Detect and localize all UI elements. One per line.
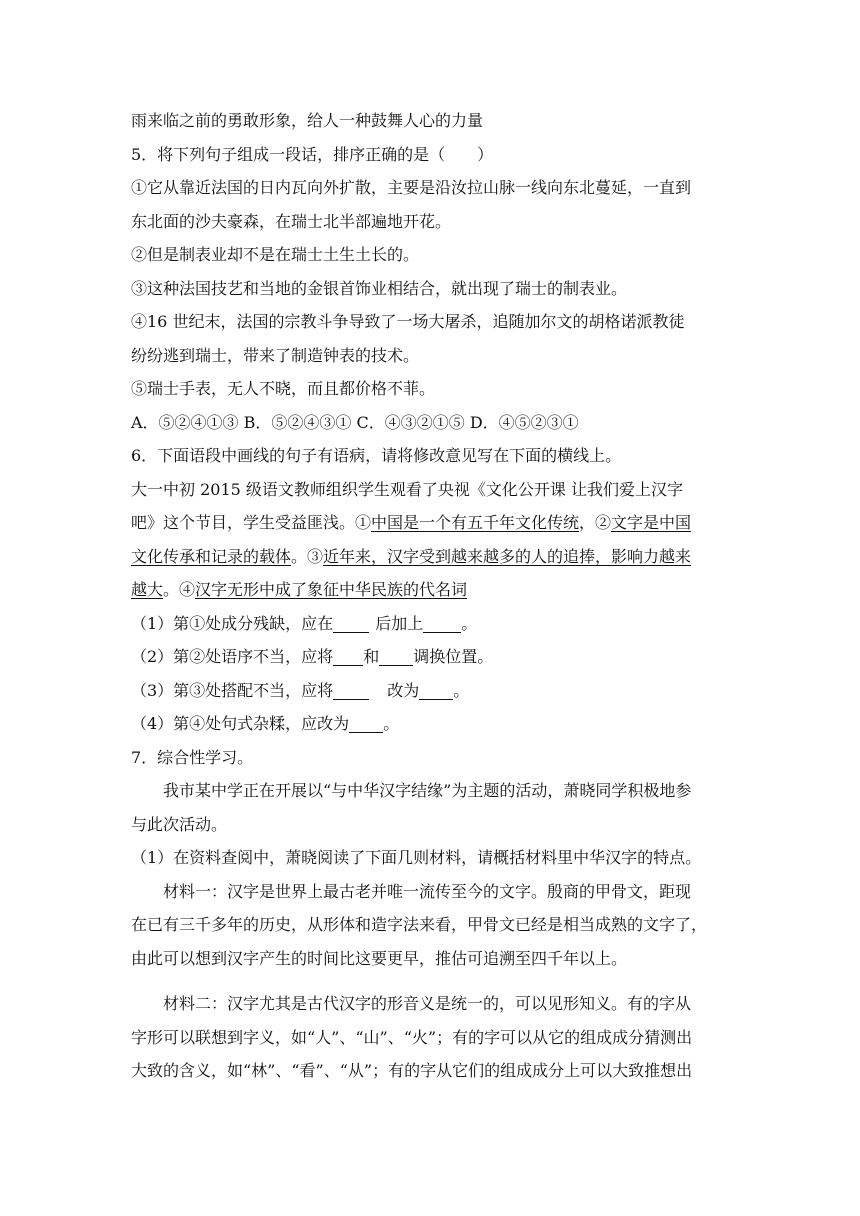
question-text: （3）第③处搭配不当，应将: [131, 680, 334, 700]
question-text: 后加上: [375, 613, 424, 633]
sub-question-1: [131, 607, 731, 641]
question-text: （1）第①处成分残缺，应在: [131, 613, 334, 633]
answer-blank[interactable]: [349, 712, 383, 733]
sentence-4-cont: 纷纷逃到瑞士，带来了制造钟表的技术。: [131, 345, 420, 365]
passage-line-4: [131, 573, 731, 607]
material-2-line-3: 大致的含义，如“林”、“看”、“从”；有的字从它们的组成成分上可以大致推想出: [131, 1061, 693, 1080]
intro-line-1: 我市某中学正在开展以“与中华汉字结缘”为主题的活动，萧晓同学积极地参: [163, 781, 692, 800]
passage-line-1: 大一中初 2015 级语文教师组织学生观看了央视《文化公开课 让我们爱上汉字: [131, 479, 683, 499]
underlined-sentence-3-cont: 越大: [131, 580, 164, 599]
answer-blank[interactable]: [333, 645, 363, 666]
question-text: 和: [363, 647, 380, 666]
underlined-sentence-2-cont: 文化传承和记录的载体: [131, 546, 292, 566]
question-7-title: 7．综合性学习。: [131, 747, 254, 767]
question-text: 。: [383, 714, 400, 733]
material-1-line-1: 材料一：汉字是世界上最古老并唯一流传至今的文字。殷商的甲骨文，距现: [163, 881, 692, 901]
intro-line-2: 与此次活动。: [131, 814, 228, 834]
document-page: [131, 104, 731, 1088]
question-text: 调换位置。: [413, 647, 494, 666]
answer-blank[interactable]: [379, 645, 413, 666]
passage-line-3: [131, 540, 731, 574]
answer-blank[interactable]: [423, 612, 461, 633]
question-text: （4）第④处句式杂糅，应改为: [131, 714, 350, 733]
underlined-sentence-1: 中国是一个有五千年文化传统: [371, 513, 580, 532]
sentence-5: ⑤瑞士手表，无人不晓，而且都价格不菲。: [131, 379, 436, 398]
sub-question-2: [131, 640, 731, 674]
sub-question-3: [131, 674, 731, 708]
text-line: 雨来临之前的勇敢形象，给人一种鼓舞人心的力量: [131, 111, 484, 130]
sentence-1-cont: 东北面的沙夫豪森，在瑞士北半部遍地开花。: [131, 211, 452, 231]
sub-question-4: [131, 707, 731, 741]
question-text: 。: [461, 613, 478, 633]
material-1-line-2: 在已有三千多年的历史，从形体和造字法来看，甲骨文已经是相当成熟的文字了，: [131, 915, 708, 934]
sentence-1: ①它从靠近法国的日内瓦向外扩散，主要是沿汝拉山脉一线向东北蔓延，一直到: [131, 178, 692, 197]
passage-text: 。④: [163, 580, 196, 599]
question-6-title: 6．下面语段中画线的句子有语病，请将修改意见写在下面的横线上。: [131, 446, 622, 465]
passage-text: 。③: [291, 546, 324, 566]
question-5-title: 5．将下列句子组成一段话，排序正确的是（ ）: [131, 144, 494, 164]
answer-options: A．⑤②④①③ B．⑤②④③① C．④③②①⑤ D．④⑤②③①: [131, 412, 579, 432]
underlined-sentence-2: 文字是中国: [611, 513, 692, 532]
passage-text: ，②: [579, 513, 612, 532]
sentence-2: ②但是制表业却不是在瑞士土生土长的。: [131, 245, 420, 264]
answer-blank[interactable]: [333, 612, 369, 633]
underlined-sentence-3: 近年来，汉字受到越来越多的人的追捧，影响力越来: [323, 546, 692, 566]
material-1-line-3: 由此可以想到汉字产生的时间比这要更早，推估可追溯至四千年以上。: [131, 948, 628, 968]
sentence-4: ④16 世纪末，法国的宗教斗争导致了一场大屠杀，追随加尔文的胡格诺派教徒: [131, 312, 685, 331]
passage-text: 吧》这个节目，学生受益匪浅。①: [131, 513, 372, 532]
material-2-line-1: 材料二：汉字尤其是古代汉字的形音义是统一的，可以见形知义。有的字从: [163, 994, 692, 1013]
material-2-line-2: 字形可以联想到字义，如“人”、“山”、“火”；有的字可以从它的组成成分猜测出: [131, 1027, 693, 1047]
answer-blank[interactable]: [333, 679, 369, 700]
sub-question-7-1: （1）在资料查阅中，萧晓阅读了下面几则材料，请概括材料里中华汉字的特点。: [131, 848, 702, 867]
underlined-sentence-4: 汉字无形中成了象征中华民族的代名词: [195, 580, 468, 599]
question-text: 。: [453, 680, 470, 700]
answer-blank[interactable]: [419, 679, 453, 700]
passage-line-2: [131, 506, 731, 540]
question-text: （2）第②处语序不当，应将: [131, 647, 334, 666]
sentence-3: ③这种法国技艺和当地的金银首饰业相结合，就出现了瑞士的制表业。: [131, 278, 628, 298]
question-text: 改为: [387, 680, 420, 700]
